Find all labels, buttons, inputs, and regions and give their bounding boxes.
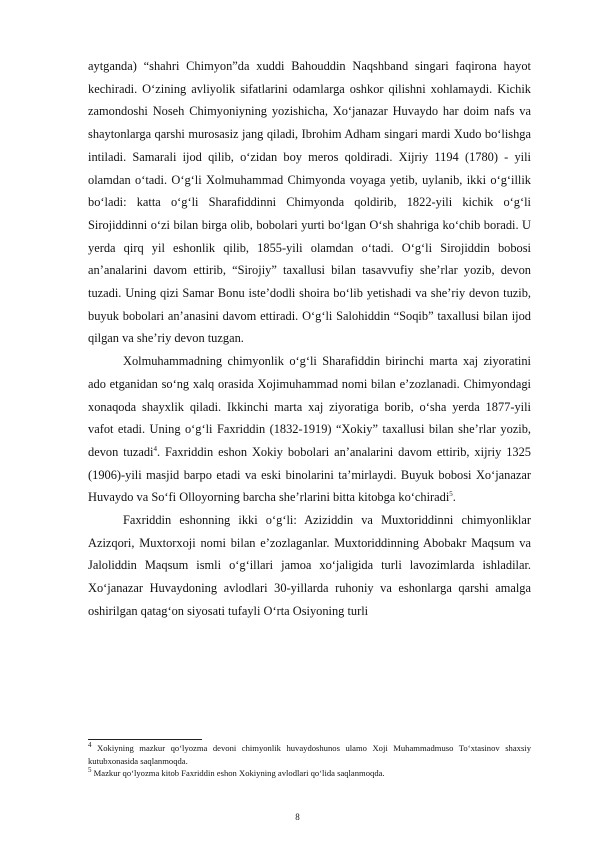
- footnote-divider: [88, 739, 202, 740]
- paragraph-2: [88, 350, 531, 509]
- footnote-5-text: Mazkur qo‘lyozma kitob Faxriddin eshon Xokiyning avlodlari qo‘lida saqlanmoqda.: [91, 768, 385, 779]
- footnote-4-text: Xokiyning mazkur qo‘lyozma devoni chimyonlik huvaydoshunos ulamo Xoji Muhammadmuso To‘xtasinov shaxsiy kutubxonasida saqlanmoqda.: [88, 743, 531, 766]
- footnote-5: [88, 767, 531, 780]
- paragraph-2-text-b: . Faxriddin eshon Xokiy bobolari an’analarini davom ettirib, xijriy 1325 (1906)-yili masjid barpo etadi va eski binolarini ta’mirlaydi. Buyuk bobosi Xo‘janazar Huvaydo va So‘fi Olloyorning barcha she’rlarini bitta kitobga ko‘chiradi: [88, 444, 531, 505]
- footnote-ref-5[interactable]: 5: [449, 490, 453, 499]
- paragraph-1: aytganda) “shahri Chimyon”da xuddi Bahouddin Naqshband singari faqirona hayot kechiradi. O‘zining avliyolik sifatlarini odamlarga oshkor qilishni xohlamaydi. Kichik zamondoshi Noseh Chimyoniyning yozishicha, Xo‘janazar Huvaydo har doim nafs va shaytonlarga qarshi murosasiz jang qiladi, Ibrohim Adham singari mardi Xudo bo‘lishga intiladi. Samarali ijod qilib, o‘zidan boy meros qoldiradi. Xijriy 1194 (1780) - yili olamdan o‘tadi. O‘g‘li Xolmuhammad Chimyonda voyaga yetib, uylanib, ikki o‘g‘illik bo‘ladi: katta o‘g‘li Sharafiddinni Chimyonda qoldirib, 1822-yili kichik o‘g‘li Sirojiddinni o‘zi bilan birga olib, bobolari yurti bo‘lgan O‘sh shahriga ko‘chib boradi. U yerda qirq yil eshonlik qilib, 1855-yili olamdan o‘tadi. O‘g‘li Sirojiddin bobosi an’analarini davom ettirib, “Sirojiy” taxallusi bilan tasavvufiy she’rlar yozib, devon tuzadi. Uning qizi Samar Bonu iste’dodli shoira bo‘lib yetishadi va she’riy devon tuzib, buyuk bobolari an’anasini davom ettiradi. O‘g‘li Salohiddin “Soqib” taxallusi bilan ijod qilgan va she’riy devon tuzgan.: [88, 59, 531, 346]
- footnote-marker-5: 5: [88, 766, 92, 775]
- footnote-marker-4: 4: [88, 741, 92, 750]
- footnotes: [88, 742, 531, 780]
- main-text: [88, 55, 531, 623]
- paragraph-3: Faxriddin eshonning ikki o‘g‘li: Aziziddin va Muxtoriddinni chimyonliklar Azizqori, Muxtorxoji nomi bilan e’zozlaganlar. Muxtoriddinning Abobakr Maqsum va Jaloliddin Maqsum ismli o‘g‘illari jamoa xo‘jaligida turli lavozimlarda ishladilar. Xo‘janazar Huvaydoning avlodlari 30-yillarda ruhoniy va eshonlarga qarshi amalga oshirilgan qatag‘on siyosati tufayli O‘rta Osiyoning turli: [88, 513, 531, 618]
- footnote-ref-4[interactable]: 4: [153, 444, 157, 453]
- paragraph-2-text-a: Xolmuhammadning chimyonlik o‘g‘li Sharafiddin birinchi marta xaj ziyoratini ado etganidan so‘ng xalq orasida Xojimuhammad nomi bilan e’zozlanadi. Chimyondagi xonaqoda shayxlik qiladi. Ikkinchi marta xaj ziyoratiga borib, o‘sha yerda 1877-yili vafot etadi. Uning o‘g‘li Faxriddin (1832-1919) “Xokiy” taxallusi bilan she’rlar yozib, devon tuzadi: [88, 354, 531, 459]
- page-number: 8: [295, 812, 300, 822]
- footnote-4: [88, 742, 531, 767]
- paragraph-2-text-c: .: [452, 490, 456, 505]
